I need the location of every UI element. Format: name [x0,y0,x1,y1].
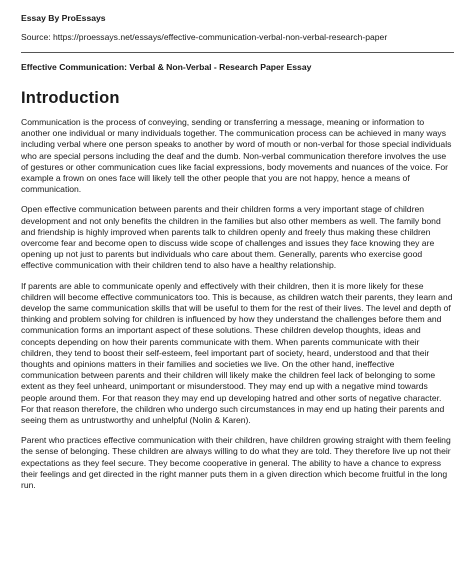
source-line: Source: https://proessays.net/essays/effective-communication-verbal-non-verbal-research-paper [21,32,388,42]
body-paragraph: Parent who practices effective communication with their children, have children growing straight with them feeling the sense of belonging. These children are always willing to do what they are told. They therefore live up not their expectations as they feel secure. They become cooperative in general. The ability to have a chance to express their feelings and get directed in the right manner puts them in a given direction which become fruitful in the long run. [21,435,451,491]
document-title: Effective Communication: Verbal & Non-Verbal - Research Paper Essay [21,62,312,72]
body-paragraph: Communication is the process of conveying, sending or transferring a message, meaning or information to another one individual or many individuals together. The communication process can be achieved in many ways including verbal where one person speaks to another by word of mouth or non-verbal for those special individuals who are special persons including the deaf and the dumb. Non-verbal communication therefore involves the use of gestures or other communication cues like facial expressions, body movements and nuances of the voice. For example a frown on ones face will likely tell the other people that you are not happy, hence a means of communication. [21,117,452,195]
section-heading: Introduction [21,89,120,107]
body-paragraph: Open effective communication between parents and their children forms a very important stage of children development and not only benefits the children in the families but also other members as well. The family bond and friendship is highly improved when parents talk to children openly and freely thus making these children overcome fear and become open to discuss wide scope of challenges and issues they face knowing they are opening up not just to parents but individuals who care about them. Generally, parents who exercise good effective communication with their children tend to also have a healthy relationship. [21,204,441,271]
body-paragraph: If parents are able to communicate openly and effectively with their children, then it is more likely for these children will become effective communicators too. This is because, as children watch their parents, they learn and develop the same communication skills that will be useful to them for the rest of their lives. The level and depth of thinking and problem solving for children is influenced by how they understand the challenges before them and communication forms an important aspect of these solutions. These children develop thoughts, ideas and concepts depending on how their parents communicate with them. When parents communicate with their children, they tend to boost their self-esteem, feel important part of society, heard, understood and that their thoughts and opinions matters in their families and societies we live. On the other hand, ineffective communication between parents and their children will likely make the children feel lack of belonging to some extent as they feel unheard, unimportant or misunderstood. They may end up with a negative mind towards people around them. For that reason they may end up developing hatred and other sorts of negative character. For that reason therefore, the children who undergo such circumstances in may end up hating their parents and seeing them as untrustworthy and unhelpful (Nolin & Karen). [21,280,453,426]
brand-label: Essay By ProEssays [21,13,106,23]
header-divider [21,52,454,53]
